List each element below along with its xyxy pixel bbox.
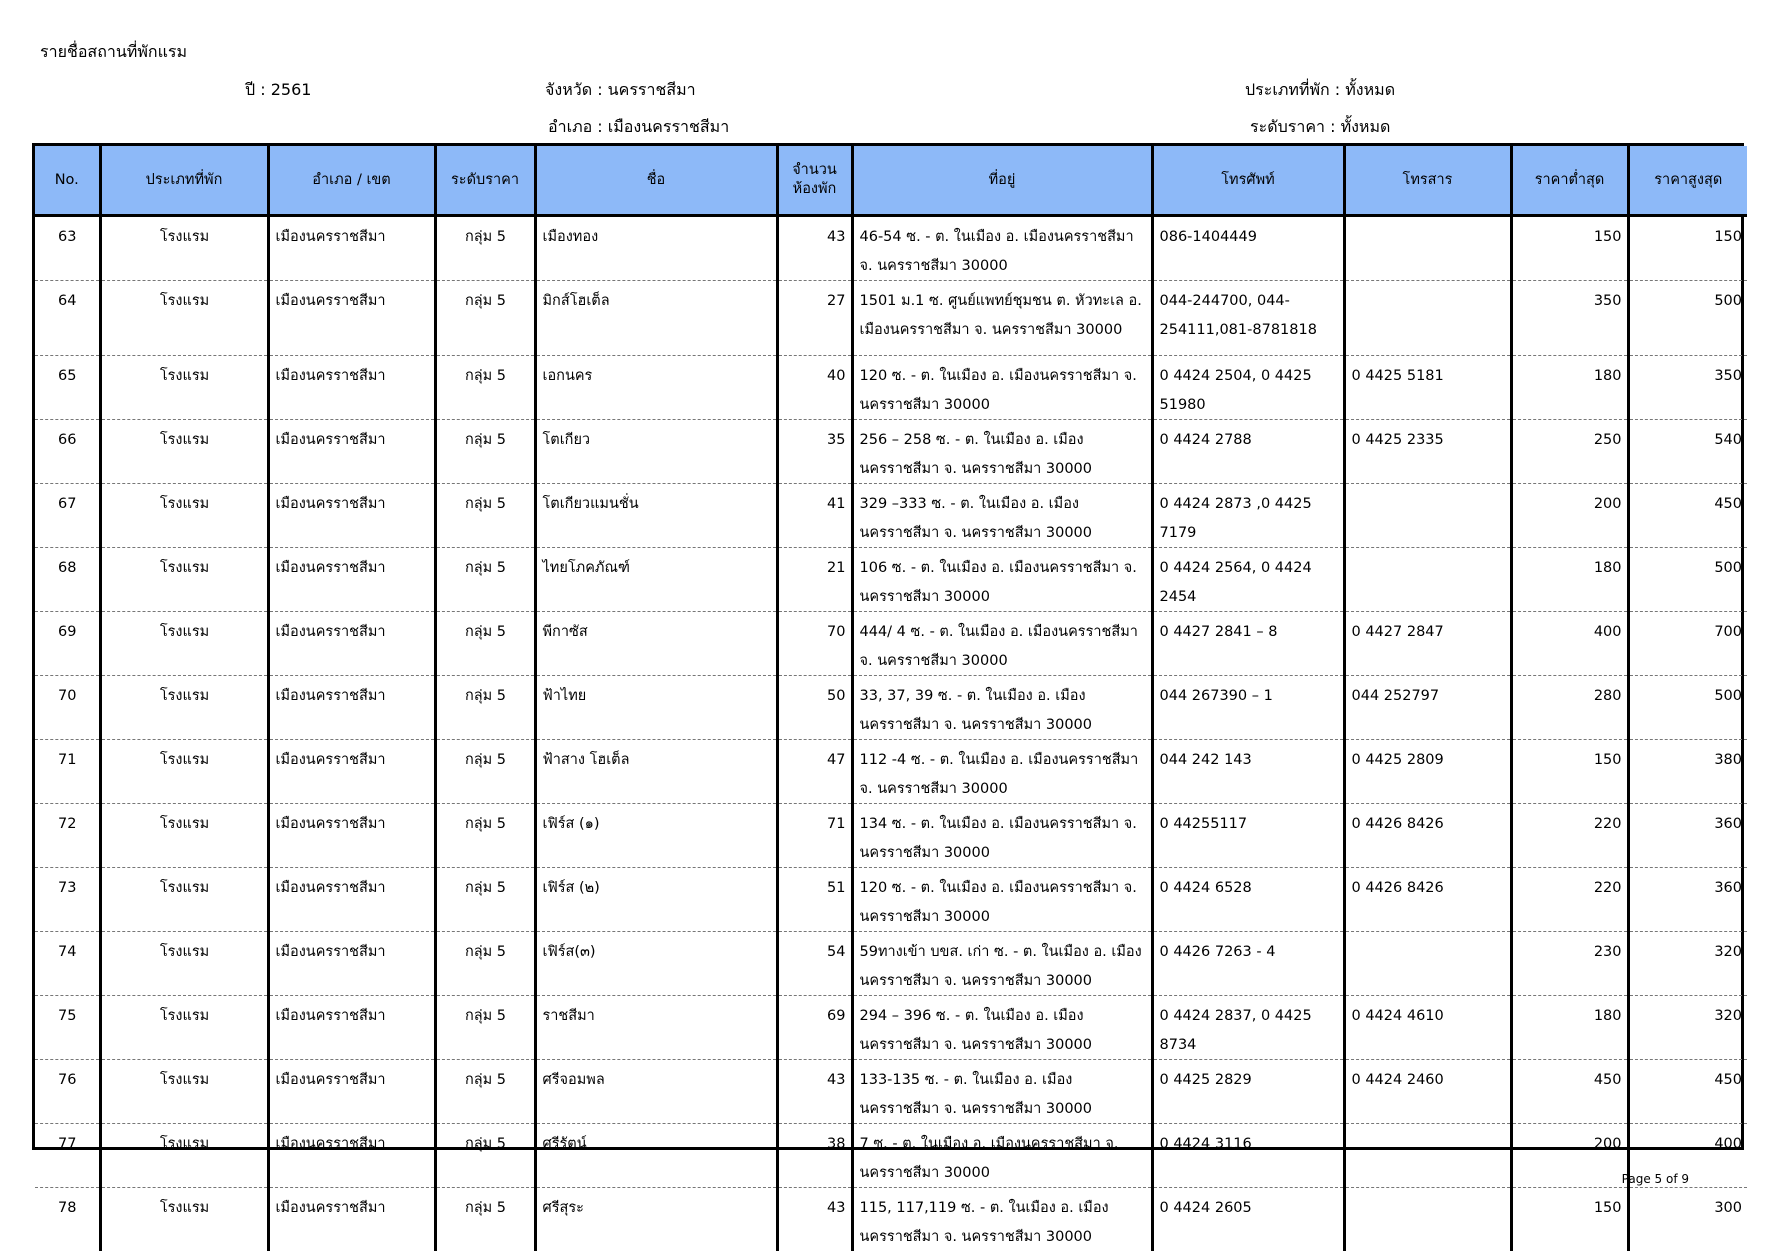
cell-rooms: 38 [777, 1124, 852, 1188]
cell-address: 256 – 258 ซ. - ต. ในเมือง อ. เมืองนครราชสีมา จ. นครราชสีมา 30000 [852, 420, 1152, 484]
cell-type: โรงแรม [100, 996, 268, 1060]
cell-no: 74 [35, 932, 100, 996]
cell-district: เมืองนครราชสีมา [268, 740, 435, 804]
cell-max: 500 [1628, 676, 1747, 740]
cell-fax: 0 4425 2335 [1344, 420, 1511, 484]
cell-no: 65 [35, 356, 100, 420]
cell-max: 150 [1628, 216, 1747, 281]
cell-no: 69 [35, 612, 100, 676]
cell-district: เมืองนครราชสีมา [268, 281, 435, 356]
cell-address: 444/ 4 ซ. - ต. ในเมือง อ. เมืองนครราชสีมา จ. นครราชสีมา 30000 [852, 612, 1152, 676]
cell-rooms: 47 [777, 740, 852, 804]
cell-phone: 044 242 143 [1152, 740, 1344, 804]
cell-no: 66 [35, 420, 100, 484]
table-row [35, 281, 1747, 356]
table-row [35, 804, 1747, 868]
province-label: จังหวัด : นครราชสีมา [545, 78, 696, 103]
cell-level: กลุ่ม 5 [435, 484, 535, 548]
cell-name: เฟิร์ส (๑) [535, 804, 777, 868]
cell-rooms: 41 [777, 484, 852, 548]
cell-level: กลุ่ม 5 [435, 996, 535, 1060]
cell-max: 500 [1628, 548, 1747, 612]
column-header-name: ชื่อ [535, 146, 777, 216]
cell-address: 329 –333 ซ. - ต. ในเมือง อ. เมืองนครราชสีมา จ. นครราชสีมา 30000 [852, 484, 1152, 548]
cell-type: โรงแรม [100, 676, 268, 740]
cell-phone: 0 4425 2829 [1152, 1060, 1344, 1124]
cell-min: 180 [1511, 548, 1628, 612]
cell-type: โรงแรม [100, 216, 268, 281]
cell-no: 73 [35, 868, 100, 932]
cell-type: โรงแรม [100, 1188, 268, 1251]
cell-address: 46-54 ซ. - ต. ในเมือง อ. เมืองนครราชสีมา จ. นครราชสีมา 30000 [852, 216, 1152, 281]
year-label: ปี : 2561 [245, 78, 311, 103]
cell-rooms: 50 [777, 676, 852, 740]
cell-name: ฟ้าไทย [535, 676, 777, 740]
cell-type: โรงแรม [100, 484, 268, 548]
cell-no: 63 [35, 216, 100, 281]
cell-no: 68 [35, 548, 100, 612]
cell-fax [1344, 281, 1511, 356]
cell-phone: 0 4424 2564, 0 4424 2454 [1152, 548, 1344, 612]
cell-no: 72 [35, 804, 100, 868]
cell-max: 540 [1628, 420, 1747, 484]
cell-fax [1344, 484, 1511, 548]
cell-phone: 0 4424 3116 [1152, 1124, 1344, 1188]
cell-level: กลุ่ม 5 [435, 216, 535, 281]
cell-address: 115, 117,119 ซ. - ต. ในเมือง อ. เมืองนครราชสีมา จ. นครราชสีมา 30000 [852, 1188, 1152, 1251]
cell-fax: 0 4426 8426 [1344, 804, 1511, 868]
accommodation-type-label: ประเภทที่พัก : ทั้งหมด [1245, 78, 1395, 103]
cell-max: 400 [1628, 1124, 1747, 1188]
cell-fax: 0 4425 2809 [1344, 740, 1511, 804]
cell-min: 150 [1511, 1188, 1628, 1251]
cell-district: เมืองนครราชสีมา [268, 1124, 435, 1188]
page-number: Page 5 of 9 [1622, 1172, 1689, 1186]
cell-max: 450 [1628, 1060, 1747, 1124]
cell-district: เมืองนครราชสีมา [268, 932, 435, 996]
cell-type: โรงแรม [100, 1060, 268, 1124]
cell-phone: 0 4424 2788 [1152, 420, 1344, 484]
cell-level: กลุ่ม 5 [435, 356, 535, 420]
cell-address: 134 ซ. - ต. ในเมือง อ. เมืองนครราชสีมา จ. นครราชสีมา 30000 [852, 804, 1152, 868]
cell-type: โรงแรม [100, 1124, 268, 1188]
cell-phone: 044 267390 – 1 [1152, 676, 1344, 740]
cell-type: โรงแรม [100, 868, 268, 932]
cell-fax: 0 4425 5181 [1344, 356, 1511, 420]
cell-type: โรงแรม [100, 548, 268, 612]
table-row [35, 548, 1747, 612]
cell-address: 120 ซ. - ต. ในเมือง อ. เมืองนครราชสีมา จ. นครราชสีมา 30000 [852, 868, 1152, 932]
cell-name: เฟิร์ส (๒) [535, 868, 777, 932]
district-label: อำเภอ : เมืองนครราชสีมา [548, 115, 729, 140]
cell-level: กลุ่ม 5 [435, 804, 535, 868]
cell-min: 280 [1511, 676, 1628, 740]
table-row [35, 1060, 1747, 1124]
cell-phone: 0 4424 6528 [1152, 868, 1344, 932]
cell-no: 77 [35, 1124, 100, 1188]
cell-district: เมืองนครราชสีมา [268, 484, 435, 548]
cell-phone: 0 44255117 [1152, 804, 1344, 868]
cell-fax [1344, 548, 1511, 612]
cell-phone: 0 4424 2504, 0 4425 51980 [1152, 356, 1344, 420]
cell-phone: 0 4426 7263 - 4 [1152, 932, 1344, 996]
cell-max: 320 [1628, 932, 1747, 996]
table-row [35, 1188, 1747, 1251]
cell-rooms: 27 [777, 281, 852, 356]
cell-name: เมืองทอง [535, 216, 777, 281]
cell-level: กลุ่ม 5 [435, 420, 535, 484]
cell-address: 133-135 ซ. - ต. ในเมือง อ. เมืองนครราชสีมา จ. นครราชสีมา 30000 [852, 1060, 1152, 1124]
cell-rooms: 40 [777, 356, 852, 420]
cell-level: กลุ่ม 5 [435, 612, 535, 676]
cell-phone: 044-244700, 044-254111,081-8781818 [1152, 281, 1344, 356]
cell-level: กลุ่ม 5 [435, 1188, 535, 1251]
table-row [35, 932, 1747, 996]
cell-fax [1344, 216, 1511, 281]
cell-fax: 044 252797 [1344, 676, 1511, 740]
cell-no: 78 [35, 1188, 100, 1251]
cell-name: พีกาซัส [535, 612, 777, 676]
table-row [35, 868, 1747, 932]
cell-max: 300 [1628, 1188, 1747, 1251]
cell-fax: 0 4424 2460 [1344, 1060, 1511, 1124]
cell-fax [1344, 932, 1511, 996]
cell-no: 76 [35, 1060, 100, 1124]
cell-rooms: 54 [777, 932, 852, 996]
cell-address: 7 ซ. - ต. ในเมือง อ. เมืองนครราชสีมา จ. นครราชสีมา 30000 [852, 1124, 1152, 1188]
cell-no: 75 [35, 996, 100, 1060]
cell-type: โรงแรม [100, 740, 268, 804]
table-row [35, 612, 1747, 676]
cell-district: เมืองนครราชสีมา [268, 548, 435, 612]
cell-max: 320 [1628, 996, 1747, 1060]
cell-address: 106 ซ. - ต. ในเมือง อ. เมืองนครราชสีมา จ. นครราชสีมา 30000 [852, 548, 1152, 612]
cell-min: 250 [1511, 420, 1628, 484]
cell-type: โรงแรม [100, 932, 268, 996]
cell-name: ไทยโภคภัณฑ์ [535, 548, 777, 612]
cell-address: 59ทางเข้า บขส. เก่า ซ. - ต. ในเมือง อ. เมืองนครราชสีมา จ. นครราชสีมา 30000 [852, 932, 1152, 996]
cell-district: เมืองนครราชสีมา [268, 420, 435, 484]
cell-address: 33, 37, 39 ซ. - ต. ในเมือง อ. เมืองนครราชสีมา จ. นครราชสีมา 30000 [852, 676, 1152, 740]
table-row [35, 216, 1747, 281]
cell-name: ศรีจอมพล [535, 1060, 777, 1124]
cell-max: 350 [1628, 356, 1747, 420]
cell-min: 450 [1511, 1060, 1628, 1124]
cell-type: โรงแรม [100, 281, 268, 356]
cell-district: เมืองนครราชสีมา [268, 356, 435, 420]
cell-max: 700 [1628, 612, 1747, 676]
table-row [35, 740, 1747, 804]
cell-name: โตเกียว [535, 420, 777, 484]
cell-district: เมืองนครราชสีมา [268, 612, 435, 676]
cell-min: 200 [1511, 1124, 1628, 1188]
cell-district: เมืองนครราชสีมา [268, 216, 435, 281]
cell-rooms: 35 [777, 420, 852, 484]
cell-district: เมืองนครราชสีมา [268, 676, 435, 740]
cell-min: 180 [1511, 356, 1628, 420]
cell-rooms: 43 [777, 1188, 852, 1251]
cell-min: 400 [1511, 612, 1628, 676]
cell-name: ฟ้าสาง โฮเต็ล [535, 740, 777, 804]
cell-level: กลุ่ม 5 [435, 548, 535, 612]
cell-min: 200 [1511, 484, 1628, 548]
cell-type: โรงแรม [100, 356, 268, 420]
column-header-district: อำเภอ / เขต [268, 146, 435, 216]
cell-level: กลุ่ม 5 [435, 868, 535, 932]
table-row [35, 420, 1747, 484]
cell-level: กลุ่ม 5 [435, 1124, 535, 1188]
cell-rooms: 21 [777, 548, 852, 612]
cell-address: 294 – 396 ซ. - ต. ในเมือง อ. เมืองนครราชสีมา จ. นครราชสีมา 30000 [852, 996, 1152, 1060]
cell-min: 150 [1511, 740, 1628, 804]
cell-rooms: 71 [777, 804, 852, 868]
column-header-price-level: ระดับราคา [435, 146, 535, 216]
cell-district: เมืองนครราชสีมา [268, 1060, 435, 1124]
cell-district: เมืองนครราชสีมา [268, 804, 435, 868]
cell-max: 500 [1628, 281, 1747, 356]
cell-max: 360 [1628, 804, 1747, 868]
table-row [35, 356, 1747, 420]
cell-fax [1344, 1124, 1511, 1188]
cell-district: เมืองนครราชสีมา [268, 996, 435, 1060]
cell-rooms: 43 [777, 216, 852, 281]
column-header-max-price: ราคาสูงสุด [1628, 146, 1747, 216]
column-header-min-price: ราคาต่ำสุด [1511, 146, 1628, 216]
cell-min: 230 [1511, 932, 1628, 996]
cell-name: ศรีรัตน์ [535, 1124, 777, 1188]
cell-rooms: 69 [777, 996, 852, 1060]
cell-min: 220 [1511, 868, 1628, 932]
cell-max: 380 [1628, 740, 1747, 804]
cell-name: โตเกียวแมนชั่น [535, 484, 777, 548]
cell-rooms: 43 [777, 1060, 852, 1124]
cell-max: 360 [1628, 868, 1747, 932]
table-row [35, 996, 1747, 1060]
cell-min: 350 [1511, 281, 1628, 356]
cell-no: 67 [35, 484, 100, 548]
cell-phone: 0 4424 2837, 0 4425 8734 [1152, 996, 1344, 1060]
column-header-phone: โทรศัพท์ [1152, 146, 1344, 216]
table-row [35, 1124, 1747, 1188]
cell-no: 70 [35, 676, 100, 740]
cell-level: กลุ่ม 5 [435, 932, 535, 996]
cell-name: ราชสีมา [535, 996, 777, 1060]
cell-type: โรงแรม [100, 420, 268, 484]
cell-no: 64 [35, 281, 100, 356]
cell-min: 220 [1511, 804, 1628, 868]
cell-name: ศรีสุระ [535, 1188, 777, 1251]
cell-fax: 0 4424 4610 [1344, 996, 1511, 1060]
cell-name: มิกส์โฮเต็ล [535, 281, 777, 356]
table-header-row [35, 146, 1747, 216]
accommodation-table [32, 143, 1744, 1150]
cell-rooms: 70 [777, 612, 852, 676]
cell-rooms: 51 [777, 868, 852, 932]
cell-phone: 0 4427 2841 – 8 [1152, 612, 1344, 676]
cell-district: เมืองนครราชสีมา [268, 1188, 435, 1251]
cell-name: เอกนคร [535, 356, 777, 420]
cell-phone: 0 4424 2605 [1152, 1188, 1344, 1251]
cell-district: เมืองนครราชสีมา [268, 868, 435, 932]
cell-phone: 0 4424 2873 ,0 4425 7179 [1152, 484, 1344, 548]
cell-min: 150 [1511, 216, 1628, 281]
table-row [35, 484, 1747, 548]
cell-level: กลุ่ม 5 [435, 740, 535, 804]
cell-fax: 0 4426 8426 [1344, 868, 1511, 932]
cell-level: กลุ่ม 5 [435, 676, 535, 740]
column-header-rooms: จำนวน ห้องพัก [777, 146, 852, 216]
cell-type: โรงแรม [100, 804, 268, 868]
cell-max: 450 [1628, 484, 1747, 548]
cell-no: 71 [35, 740, 100, 804]
cell-address: 1501 ม.1 ซ. ศูนย์แพทย์ชุมชน ต. หัวทะเล อ. เมืองนครราชสีมา จ. นครราชสีมา 30000 [852, 281, 1152, 356]
cell-phone: 086-1404449 [1152, 216, 1344, 281]
cell-name: เฟิร์ส(๓) [535, 932, 777, 996]
cell-fax [1344, 1188, 1511, 1251]
cell-address: 112 -4 ซ. - ต. ในเมือง อ. เมืองนครราชสีมา จ. นครราชสีมา 30000 [852, 740, 1152, 804]
price-level-label: ระดับราคา : ทั้งหมด [1250, 115, 1390, 140]
table-row [35, 676, 1747, 740]
cell-level: กลุ่ม 5 [435, 1060, 535, 1124]
cell-min: 180 [1511, 996, 1628, 1060]
cell-address: 120 ซ. - ต. ในเมือง อ. เมืองนครราชสีมา จ. นครราชสีมา 30000 [852, 356, 1152, 420]
column-header-type: ประเภทที่พัก [100, 146, 268, 216]
column-header-fax: โทรสาร [1344, 146, 1511, 216]
cell-level: กลุ่ม 5 [435, 281, 535, 356]
cell-fax: 0 4427 2847 [1344, 612, 1511, 676]
cell-type: โรงแรม [100, 612, 268, 676]
report-title: รายชื่อสถานที่พักแรม [40, 40, 187, 65]
column-header-no: No. [35, 146, 100, 216]
column-header-address: ที่อยู่ [852, 146, 1152, 216]
